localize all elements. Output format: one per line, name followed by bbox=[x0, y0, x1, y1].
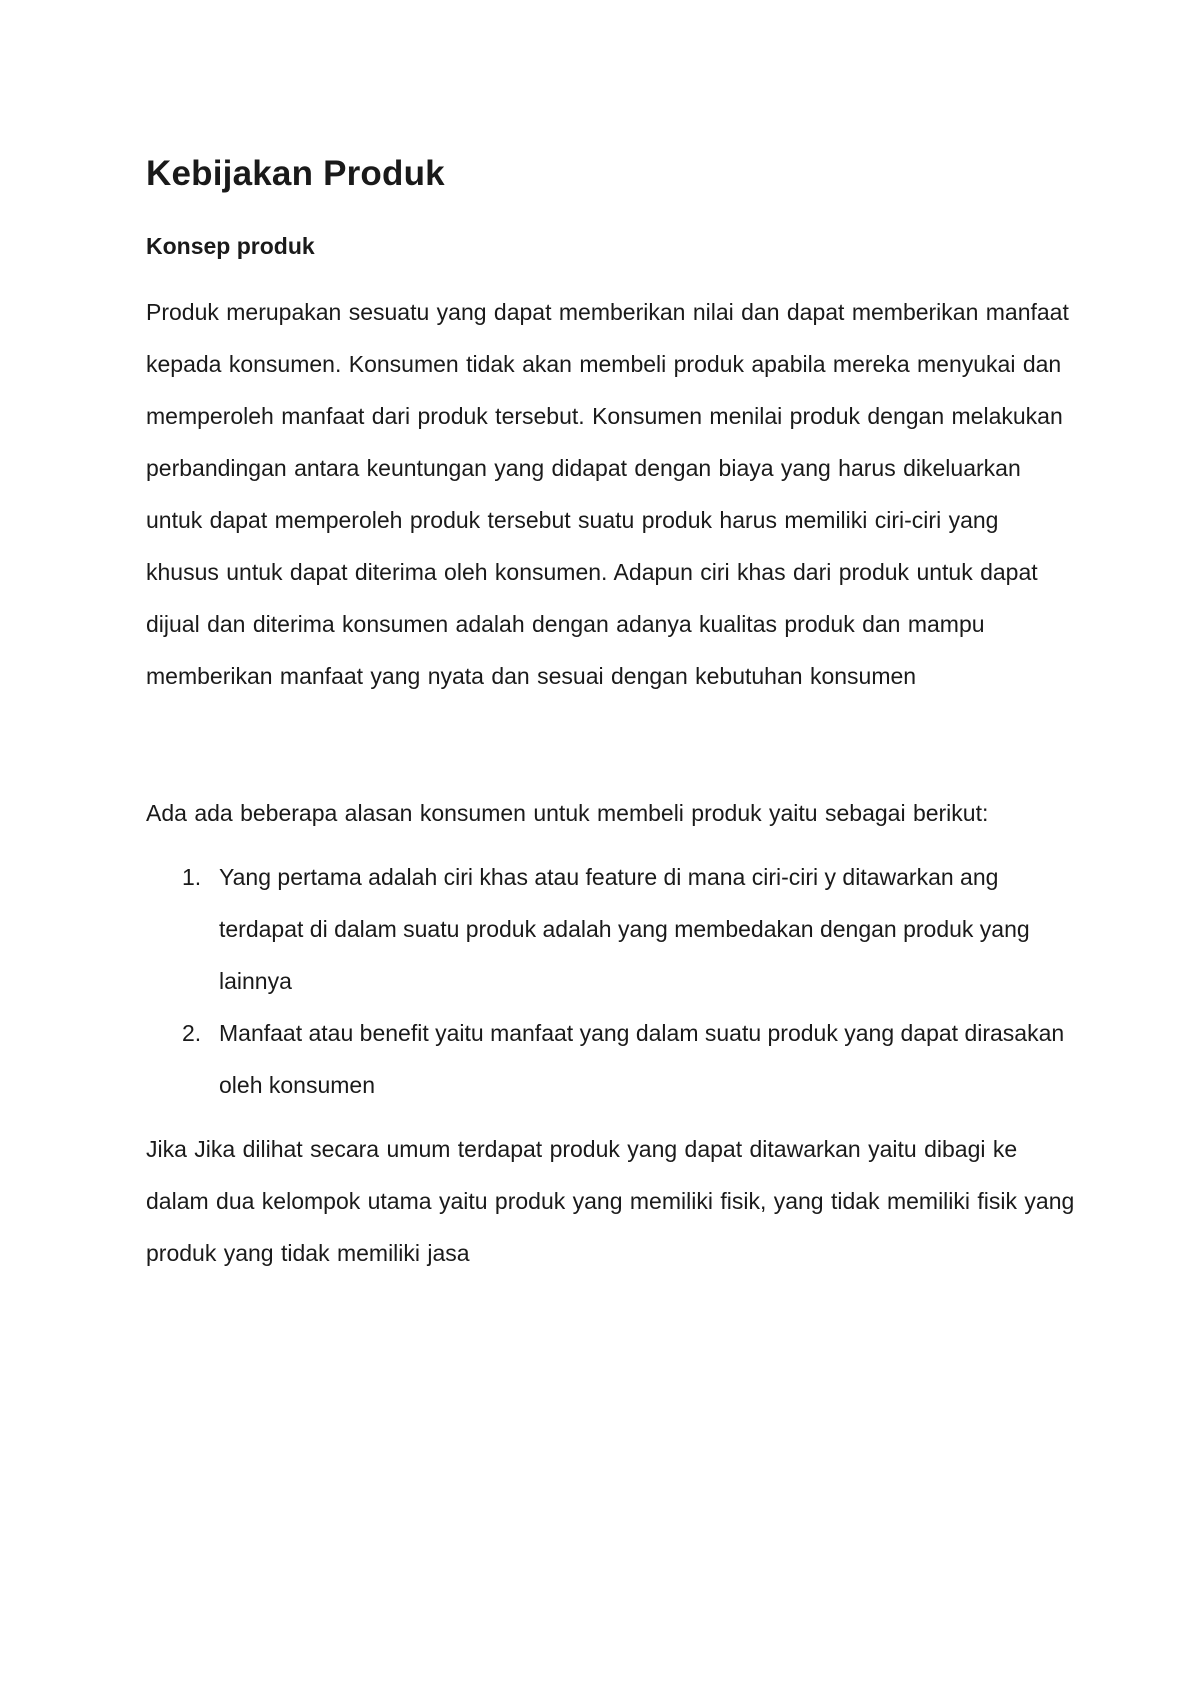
document-title: Kebijakan Produk bbox=[146, 154, 445, 193]
list-item bbox=[146, 851, 1076, 1007]
list-item bbox=[146, 1007, 1076, 1111]
paragraph-groups: Jika Jika dilihat secara umum terdapat produk yang dapat ditawarkan yaitu dibagi ke dalam dua kelompok utama yaitu produk yang memiliki fisik, yang tidak memiliki fisik yang produk yang tidak memiliki jasa bbox=[146, 1136, 1075, 1266]
document-body bbox=[146, 150, 1076, 1279]
list-item-number: 2. bbox=[182, 1020, 202, 1046]
list-item-number: 1. bbox=[182, 864, 202, 890]
paragraph-concept: Produk merupakan sesuatu yang dapat memberikan nilai dan dapat memberikan manfaat kepada konsumen. Konsumen tidak akan membeli produk apabila mereka menyukai dan memperoleh manfaat dari produk tersebut. Konsumen menilai produk dengan melakukan perbandingan antara keuntungan yang didapat dengan biaya yang harus dikeluarkan untuk dapat memperoleh produk tersebut suatu produk harus memiliki ciri-ciri yang khusus untuk dapat diterima oleh konsumen. Adapun ciri khas dari produk untuk dapat dijual dan diterima konsumen adalah dengan adanya kualitas produk dan mampu memberikan manfaat yang nyata dan sesuai dengan kebutuhan konsumen bbox=[146, 299, 1069, 689]
reasons-list bbox=[146, 851, 1076, 1111]
list-item-text: Manfaat atau benefit yaitu manfaat yang dalam suatu produk yang dapat dirasakan oleh konsumen bbox=[219, 1020, 1065, 1098]
section-heading: Konsep produk bbox=[146, 233, 315, 259]
paragraph-reasons-intro: Ada ada beberapa alasan konsumen untuk membeli produk yaitu sebagai berikut: bbox=[146, 800, 989, 826]
list-item-text: Yang pertama adalah ciri khas atau feature di mana ciri-ciri y ditawarkan ang terdapat di dalam suatu produk adalah yang membedakan dengan produk yang lainnya bbox=[219, 864, 1030, 994]
